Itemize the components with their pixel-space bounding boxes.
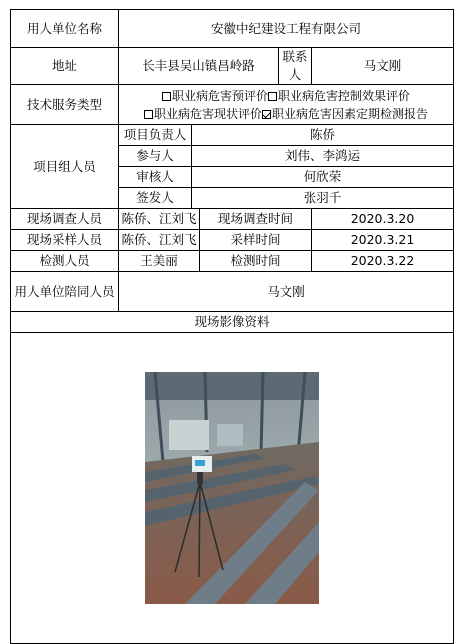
employer-label: 用人单位名称 — [11, 10, 119, 48]
survey-time-value: 2020.3.20 — [312, 209, 454, 230]
service-option-pre-eval: 职业病危害预评价 — [162, 89, 268, 103]
accompany-label: 用人单位陪同人员 — [11, 272, 119, 312]
checkbox-checked-icon — [262, 110, 271, 119]
service-option-control-eval: 职业病危害控制效果评价 — [268, 89, 410, 103]
survey-time-label: 现场调查时间 — [200, 209, 312, 230]
participants-value: 刘伟、李鸿运 — [192, 146, 454, 167]
testing-time-label: 检测时间 — [200, 251, 312, 272]
sampling-time-label: 采样时间 — [200, 230, 312, 251]
sampling-time-value: 2020.3.21 — [312, 230, 454, 251]
site-photo — [145, 372, 319, 604]
address-label: 地址 — [11, 48, 119, 85]
survey-staff-label: 现场调查人员 — [11, 209, 119, 230]
photo-section-label: 现场影像资料 — [11, 312, 454, 333]
contact-value: 马文刚 — [312, 48, 454, 85]
reviewer-value: 何欣荣 — [192, 167, 454, 188]
service-option-periodic-test: 职业病危害因素定期检测报告 — [262, 107, 428, 121]
testing-time-value: 2020.3.22 — [312, 251, 454, 272]
sampling-staff-value: 陈侨、江刘飞 — [119, 230, 200, 251]
testing-staff-label: 检测人员 — [11, 251, 119, 272]
site-photo-image — [145, 372, 319, 604]
testing-staff-value: 王美丽 — [119, 251, 200, 272]
accompany-value: 马文刚 — [119, 272, 454, 312]
leader-label: 项目负责人 — [119, 125, 192, 146]
issuer-value: 张羽千 — [192, 188, 454, 209]
project-team-label: 项目组人员 — [11, 125, 119, 209]
checkbox-icon — [268, 92, 277, 101]
checkbox-icon — [144, 110, 153, 119]
service-type-options — [119, 85, 454, 125]
photo-cell — [11, 333, 454, 644]
service-option-status-eval: 职业病危害现状评价 — [144, 107, 262, 121]
report-table — [10, 9, 454, 644]
employer-value: 安徽中纪建设工程有限公司 — [119, 10, 454, 48]
sampling-staff-label: 现场采样人员 — [11, 230, 119, 251]
issuer-label: 签发人 — [119, 188, 192, 209]
contact-label: 联系人 — [279, 48, 312, 85]
reviewer-label: 审核人 — [119, 167, 192, 188]
survey-staff-value: 陈侨、江刘飞 — [119, 209, 200, 230]
participants-label: 参与人 — [119, 146, 192, 167]
leader-value: 陈侨 — [192, 125, 454, 146]
service-type-label: 技术服务类型 — [11, 85, 119, 125]
address-value: 长丰县吴山镇昌岭路 — [119, 48, 279, 85]
checkbox-icon — [162, 92, 171, 101]
